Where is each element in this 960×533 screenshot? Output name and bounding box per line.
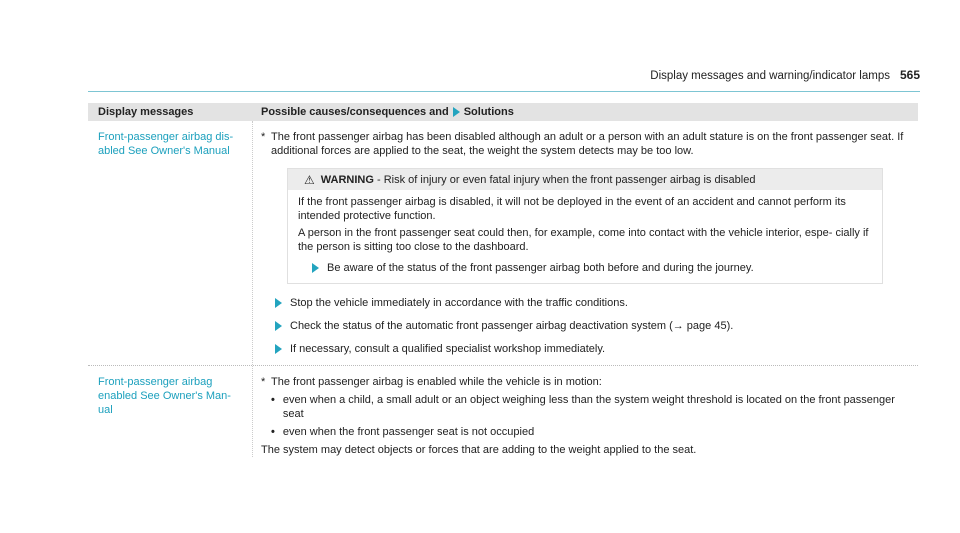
display-message-link[interactable]: Front-passenger airbag dis- abled See Owner's Manual: [88, 121, 253, 365]
warning-title: - Risk of injury or even fatal injury when the front passenger airbag is disabled: [373, 174, 756, 186]
note-text: The system may detect objects or forces that are adding to the weight applied to the seat.: [261, 444, 697, 456]
header-rule: [88, 91, 920, 92]
action-item: [275, 296, 918, 310]
warning-header: [288, 169, 882, 190]
action-item: [275, 319, 918, 333]
warning-paragraph: If the front passenger airbag is disabled, it will not be deployed in the event of an accident and cannot perform its intended protective function.: [298, 196, 846, 222]
action-text: If necessary, consult a qualified specialist workshop immediately.: [290, 343, 606, 355]
warning-label: WARNING: [320, 174, 374, 186]
action-arrow-icon: [275, 321, 282, 331]
table-header: [88, 103, 918, 121]
table-row: [88, 121, 918, 365]
page-number: 565: [899, 68, 920, 82]
bullet-item: [271, 425, 918, 439]
col-header-causes-text: Possible causes/consequences and: [261, 106, 449, 118]
warning-body: [288, 190, 882, 283]
warning-action: [312, 261, 874, 275]
cause-marker: *: [261, 376, 266, 388]
action-text[interactable]: Check the status of the automatic front passenger airbag deactivation system (→ page 45).: [290, 320, 734, 332]
table-row: [88, 365, 918, 457]
bullet-icon: •: [271, 426, 275, 438]
bullet-text: even when a child, a small adult or an object weighing less than the system weight threshold is located on the front passenger seat: [282, 394, 895, 420]
section-title: Display messages and warning/indicator lamps: [650, 70, 890, 82]
action-arrow-icon: [275, 298, 282, 308]
cause-cell: [253, 366, 918, 457]
warning-paragraph: A person in the front passenger seat could then, for example, come into contact with the vehicle interior, espe- cially if the person is sitting too close to the dashboard.: [298, 227, 869, 253]
action-item: [275, 342, 918, 356]
action-arrow-icon: [275, 344, 282, 354]
solution-arrow-icon: [453, 107, 460, 117]
col-header-display-messages: Display messages: [98, 106, 194, 118]
col-header-solutions-text: Solutions: [463, 106, 514, 118]
cause-description: The front passenger airbag has been disabled although an adult or a person with an adult stature is on the front passenger seat. If additional forces are applied to the seat, the weight the system detects may be too low.: [271, 131, 904, 157]
warning-action-text: Be aware of the status of the front passenger airbag both before and during the journey.: [327, 262, 754, 274]
action-arrow-icon: [312, 263, 319, 273]
warning-box: [287, 168, 883, 284]
cause-marker: *: [261, 131, 266, 143]
running-header: [650, 68, 920, 82]
cause-text: [261, 375, 918, 389]
col-header-causes: [253, 105, 918, 119]
messages-table: [88, 103, 918, 457]
warning-triangle-icon: ⚠: [304, 173, 315, 187]
action-text: Stop the vehicle immediately in accordance with the traffic conditions.: [290, 297, 628, 309]
display-message-link[interactable]: Front-passenger airbag enabled See Owner's Man- ual: [88, 366, 253, 457]
bullet-item: [271, 393, 918, 421]
cause-text: [261, 130, 918, 158]
bullet-icon: •: [271, 394, 275, 406]
cause-cell: [253, 121, 918, 365]
bullet-text: even when the front passenger seat is not occupied: [282, 426, 535, 438]
cause-description: The front passenger airbag is enabled while the vehicle is in motion:: [271, 376, 602, 388]
